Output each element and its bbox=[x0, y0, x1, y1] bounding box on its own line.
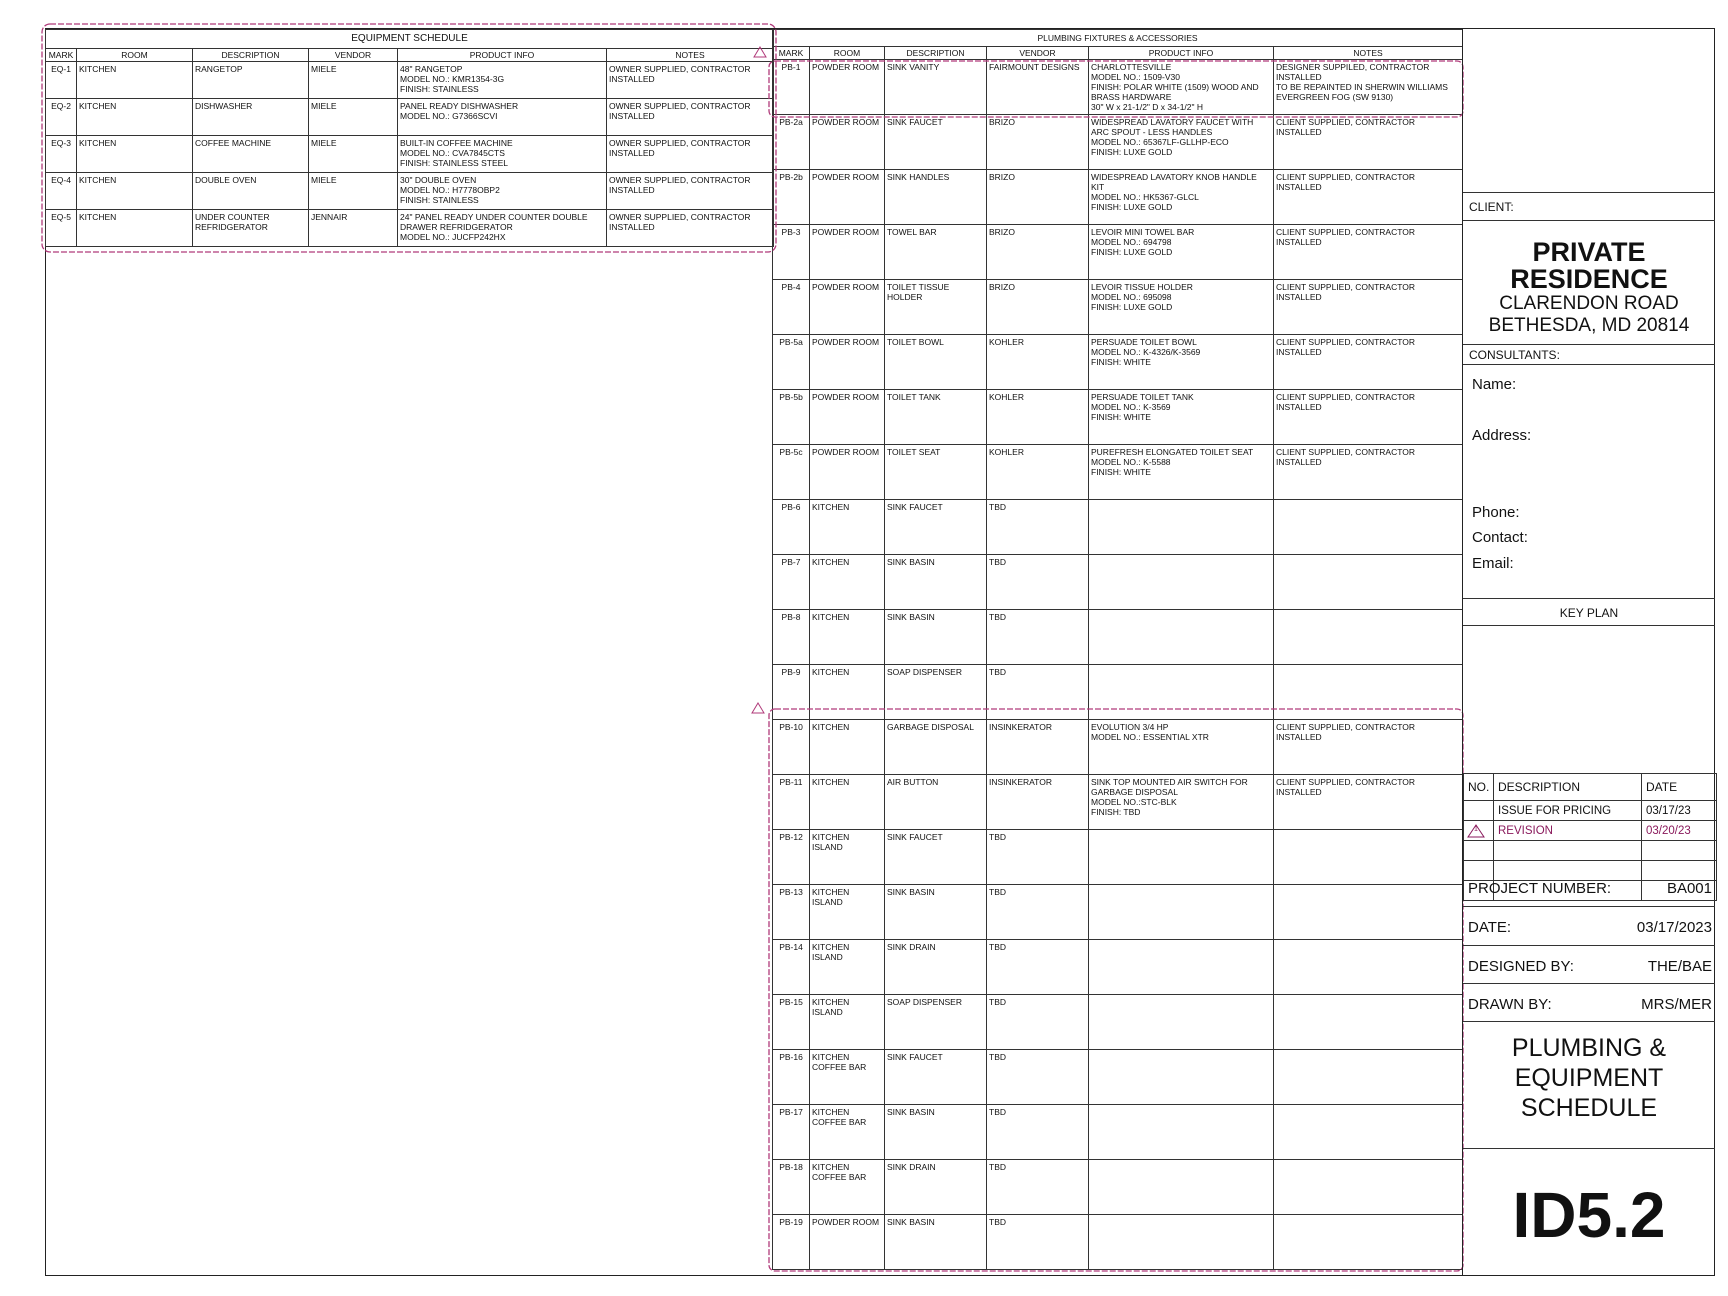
cell-notes: CLIENT SUPPLIED, CONTRACTOR INSTALLED bbox=[1274, 445, 1463, 500]
table-row bbox=[773, 1215, 1463, 1270]
cell-room: POWDER ROOM bbox=[810, 390, 885, 445]
cell-room: POWDER ROOM bbox=[810, 445, 885, 500]
revision-row bbox=[1464, 821, 1717, 841]
cell-product-info bbox=[1089, 1105, 1274, 1160]
cell-vendor: TBD bbox=[987, 1105, 1089, 1160]
cell-mark: PB-18 bbox=[773, 1160, 810, 1215]
cell-product-info bbox=[1089, 830, 1274, 885]
cell-vendor: TBD bbox=[987, 1215, 1089, 1270]
cell-mark: PB-1 bbox=[773, 60, 810, 115]
cell-description: DISHWASHER bbox=[193, 99, 309, 136]
table-row bbox=[773, 720, 1463, 775]
table-row bbox=[773, 1160, 1463, 1215]
cell-vendor: KOHLER bbox=[987, 335, 1089, 390]
rev-date: 03/20/23 bbox=[1642, 821, 1717, 841]
cell-notes: OWNER SUPPLIED, CONTRACTOR INSTALLED bbox=[607, 99, 774, 136]
table-row bbox=[46, 210, 774, 247]
cell-product-info bbox=[1089, 885, 1274, 940]
table-row bbox=[773, 170, 1463, 225]
cell-notes bbox=[1274, 830, 1463, 885]
cell-vendor: BRIZO bbox=[987, 280, 1089, 335]
cell-description: SOAP DISPENSER bbox=[885, 995, 987, 1050]
drawn-by-value: MRS/MER bbox=[1641, 996, 1712, 1013]
rev-header-description: DESCRIPTION bbox=[1494, 774, 1642, 801]
rev-date: 03/17/23 bbox=[1642, 801, 1717, 821]
client-label: CLIENT: bbox=[1469, 200, 1514, 214]
equipment-schedule-title: EQUIPMENT SCHEDULE bbox=[46, 30, 774, 49]
cell-product-info: SINK TOP MOUNTED AIR SWITCH FOR GARBAGE DISPOSAL MODEL NO.:STC-BLK FINISH: TBD bbox=[1089, 775, 1274, 830]
rev-description: REVISION bbox=[1494, 821, 1642, 841]
cell-product-info bbox=[1089, 500, 1274, 555]
col-header-product-info: PRODUCT INFO bbox=[398, 49, 607, 62]
col-header-room: ROOM bbox=[77, 49, 193, 62]
date-value: 03/17/2023 bbox=[1636, 919, 1712, 936]
cell-room: KITCHEN ISLAND bbox=[810, 830, 885, 885]
cell-product-info bbox=[1089, 610, 1274, 665]
cell-product-info: CHARLOTTESVILLE MODEL NO.: 1509-V30 FINISH: POLAR WHITE (1509) WOOD AND BRASS HARDWARE 30" W x 21-1/2" D x 34-1/2" H bbox=[1089, 60, 1274, 115]
revision-row-empty bbox=[1464, 841, 1717, 861]
cell-room: KITCHEN ISLAND bbox=[810, 995, 885, 1050]
cell-vendor: TBD bbox=[987, 830, 1089, 885]
cell-description: SINK HANDLES bbox=[885, 170, 987, 225]
col-header-notes: NOTES bbox=[1274, 47, 1463, 60]
table-row bbox=[773, 225, 1463, 280]
plumbing-schedule-title: PLUMBING FIXTURES & ACCESSORIES bbox=[773, 30, 1463, 47]
revision-row bbox=[1464, 801, 1717, 821]
project-number-value: BA001 bbox=[1666, 880, 1712, 897]
cell-vendor: KOHLER bbox=[987, 390, 1089, 445]
cell-room: KITCHEN bbox=[77, 173, 193, 210]
table-row bbox=[773, 500, 1463, 555]
table-row bbox=[773, 610, 1463, 665]
cell-description: SINK BASIN bbox=[885, 555, 987, 610]
cell-vendor: MIELE bbox=[309, 173, 398, 210]
cell-room: KITCHEN bbox=[810, 610, 885, 665]
cell-mark: PB-5a bbox=[773, 335, 810, 390]
cell-vendor: TBD bbox=[987, 995, 1089, 1050]
plumbing-rows bbox=[773, 60, 1463, 1270]
revision-row-empty bbox=[1464, 861, 1717, 881]
consultant-contact-label: Contact: bbox=[1472, 529, 1528, 546]
cell-mark: PB-11 bbox=[773, 775, 810, 830]
cell-vendor: TBD bbox=[987, 665, 1089, 720]
cell-vendor: TBD bbox=[987, 610, 1089, 665]
cell-room: POWDER ROOM bbox=[810, 1215, 885, 1270]
client-name-line-2: RESIDENCE bbox=[1510, 264, 1668, 294]
col-header-description: DESCRIPTION bbox=[885, 47, 987, 60]
cell-mark: EQ-2 bbox=[46, 99, 77, 136]
col-header-mark: MARK bbox=[773, 47, 810, 60]
plumbing-header-row bbox=[773, 47, 1463, 60]
cell-notes: CLIENT SUPPLIED, CONTRACTOR INSTALLED bbox=[1274, 720, 1463, 775]
consultant-name-label: Name: bbox=[1472, 376, 1517, 393]
cell-mark: PB-3 bbox=[773, 225, 810, 280]
cell-description: SINK DRAIN bbox=[885, 940, 987, 995]
cell-product-info bbox=[1089, 1160, 1274, 1215]
cell-mark: PB-16 bbox=[773, 1050, 810, 1105]
cell-notes: CLIENT SUPPLIED, CONTRACTOR INSTALLED bbox=[1274, 775, 1463, 830]
rev-header-date: DATE bbox=[1642, 774, 1717, 801]
cell-room: KITCHEN bbox=[77, 62, 193, 99]
cell-vendor: INSINKERATOR bbox=[987, 720, 1089, 775]
cell-room: KITCHEN COFFEE BAR bbox=[810, 1050, 885, 1105]
cell-description: TOILET BOWL bbox=[885, 335, 987, 390]
cell-mark: PB-8 bbox=[773, 610, 810, 665]
cell-vendor: TBD bbox=[987, 1050, 1089, 1105]
table-row bbox=[773, 830, 1463, 885]
table-row bbox=[46, 136, 774, 173]
cell-product-info bbox=[1089, 665, 1274, 720]
cell-product-info bbox=[1089, 940, 1274, 995]
cell-description: COFFEE MACHINE bbox=[193, 136, 309, 173]
cell-mark: PB-15 bbox=[773, 995, 810, 1050]
cell-notes bbox=[1274, 555, 1463, 610]
cell-room: POWDER ROOM bbox=[810, 60, 885, 115]
cell-description: TOWEL BAR bbox=[885, 225, 987, 280]
cell-description: TOILET TISSUE HOLDER bbox=[885, 280, 987, 335]
cell-room: KITCHEN bbox=[77, 136, 193, 173]
cell-notes bbox=[1274, 665, 1463, 720]
cell-description: TOILET SEAT bbox=[885, 445, 987, 500]
cell-notes bbox=[1274, 610, 1463, 665]
rev-description: ISSUE FOR PRICING bbox=[1494, 801, 1642, 821]
cell-mark: EQ-5 bbox=[46, 210, 77, 247]
cell-notes: DESIGNER SUPPILED, CONTRACTOR INSTALLED TO BE REPAINTED IN SHERWIN WILLIAMS EVERGREEN FOG (SW 9130) bbox=[1274, 60, 1463, 115]
cell-mark: PB-4 bbox=[773, 280, 810, 335]
cell-mark: PB-12 bbox=[773, 830, 810, 885]
table-row bbox=[773, 995, 1463, 1050]
cell-room: KITCHEN bbox=[77, 99, 193, 136]
cell-product-info: WIDESPREAD LAVATORY FAUCET WITH ARC SPOUT - LESS HANDLES MODEL NO.: 65367LF-GLLHP-ECO FINISH: LUXE GOLD bbox=[1089, 115, 1274, 170]
rev-header-no: NO. bbox=[1464, 774, 1494, 801]
cell-vendor: JENNAIR bbox=[309, 210, 398, 247]
table-row bbox=[773, 775, 1463, 830]
table-row bbox=[773, 1050, 1463, 1105]
cell-room: POWDER ROOM bbox=[810, 280, 885, 335]
table-row bbox=[46, 62, 774, 99]
table-row bbox=[773, 555, 1463, 610]
cell-product-info bbox=[1089, 995, 1274, 1050]
col-header-vendor: VENDOR bbox=[309, 49, 398, 62]
cell-vendor: KOHLER bbox=[987, 445, 1089, 500]
cell-notes: OWNER SUPPLIED, CONTRACTOR INSTALLED bbox=[607, 210, 774, 247]
equipment-schedule-table bbox=[45, 29, 774, 247]
cell-product-info: LEVOIR TISSUE HOLDER MODEL NO.: 695098 FINISH: LUXE GOLD bbox=[1089, 280, 1274, 335]
cell-product-info: 30" DOUBLE OVEN MODEL NO.: H7778OBP2 FINISH: STAINLESS bbox=[398, 173, 607, 210]
cell-mark: PB-7 bbox=[773, 555, 810, 610]
cell-room: KITCHEN bbox=[810, 500, 885, 555]
cell-notes bbox=[1274, 995, 1463, 1050]
cell-notes: CLIENT SUPPLIED, CONTRACTOR INSTALLED bbox=[1274, 335, 1463, 390]
cell-product-info: WIDESPREAD LAVATORY KNOB HANDLE KIT MODEL NO.: HK5367-GLCL FINISH: LUXE GOLD bbox=[1089, 170, 1274, 225]
cell-vendor: MIELE bbox=[309, 136, 398, 173]
cell-room: KITCHEN bbox=[77, 210, 193, 247]
cell-mark: PB-17 bbox=[773, 1105, 810, 1160]
cell-room: KITCHEN bbox=[810, 720, 885, 775]
cell-vendor: TBD bbox=[987, 1160, 1089, 1215]
designed-by-value: THE/BAE bbox=[1647, 958, 1712, 975]
cell-mark: PB-14 bbox=[773, 940, 810, 995]
cell-room: KITCHEN COFFEE BAR bbox=[810, 1105, 885, 1160]
cell-notes: OWNER SUPPLIED, CONTRACTOR INSTALLED bbox=[607, 62, 774, 99]
cell-description: RANGETOP bbox=[193, 62, 309, 99]
cell-notes bbox=[1274, 1105, 1463, 1160]
table-row bbox=[773, 280, 1463, 335]
cell-notes: CLIENT SUPPLIED, CONTRACTOR INSTALLED bbox=[1274, 170, 1463, 225]
sheet-title-line-3: SCHEDULE bbox=[1520, 1094, 1658, 1122]
table-row bbox=[773, 940, 1463, 995]
cell-mark: PB-2a bbox=[773, 115, 810, 170]
cell-room: POWDER ROOM bbox=[810, 115, 885, 170]
cell-room: POWDER ROOM bbox=[810, 170, 885, 225]
table-row bbox=[46, 173, 774, 210]
cell-notes: CLIENT SUPPLIED, CONTRACTOR INSTALLED bbox=[1274, 390, 1463, 445]
table-row bbox=[773, 445, 1463, 500]
cell-description: SINK VANITY bbox=[885, 60, 987, 115]
cell-mark: PB-5c bbox=[773, 445, 810, 500]
col-header-mark: MARK bbox=[46, 49, 77, 62]
cell-notes: CLIENT SUPPLIED, CONTRACTOR INSTALLED bbox=[1274, 225, 1463, 280]
cell-description: SINK BASIN bbox=[885, 1105, 987, 1160]
cell-product-info bbox=[1089, 1050, 1274, 1105]
cell-room: KITCHEN bbox=[810, 555, 885, 610]
cell-description: SINK DRAIN bbox=[885, 1160, 987, 1215]
table-row bbox=[773, 335, 1463, 390]
cell-notes: CLIENT SUPPLIED, CONTRACTOR INSTALLED bbox=[1274, 280, 1463, 335]
cell-vendor: TBD bbox=[987, 500, 1089, 555]
cell-vendor: MIELE bbox=[309, 62, 398, 99]
consultant-phone-label: Phone: bbox=[1472, 504, 1520, 521]
table-row bbox=[773, 60, 1463, 115]
cell-room: POWDER ROOM bbox=[810, 335, 885, 390]
cell-product-info: PANEL READY DISHWASHER MODEL NO.: G7366SCVI bbox=[398, 99, 607, 136]
consultant-email-label: Email: bbox=[1472, 555, 1514, 572]
cell-vendor: TBD bbox=[987, 555, 1089, 610]
table-row bbox=[773, 1105, 1463, 1160]
col-header-vendor: VENDOR bbox=[987, 47, 1089, 60]
cell-mark: PB-6 bbox=[773, 500, 810, 555]
col-header-room: ROOM bbox=[810, 47, 885, 60]
col-header-product-info: PRODUCT INFO bbox=[1089, 47, 1274, 60]
cell-description: SINK FAUCET bbox=[885, 830, 987, 885]
col-header-description: DESCRIPTION bbox=[193, 49, 309, 62]
cell-notes bbox=[1274, 1050, 1463, 1105]
cell-product-info: 24" PANEL READY UNDER COUNTER DOUBLE DRAWER REFRIDGERATOR MODEL NO.: JUCFP242HX bbox=[398, 210, 607, 247]
table-row bbox=[773, 885, 1463, 940]
cell-product-info: PUREFRESH ELONGATED TOILET SEAT MODEL NO.: K-5588 FINISH: WHITE bbox=[1089, 445, 1274, 500]
consultant-address-label: Address: bbox=[1472, 427, 1532, 444]
plumbing-schedule-table bbox=[772, 29, 1463, 1270]
cell-product-info: 48" RANGETOP MODEL NO.: KMR1354-3G FINISH: STAINLESS bbox=[398, 62, 607, 99]
sheet-title-line-1: PLUMBING & bbox=[1511, 1034, 1667, 1062]
revision-header-row bbox=[1464, 774, 1717, 801]
cell-vendor: BRIZO bbox=[987, 225, 1089, 280]
cell-notes bbox=[1274, 1215, 1463, 1270]
cell-vendor: BRIZO bbox=[987, 170, 1089, 225]
cell-description: SINK BASIN bbox=[885, 885, 987, 940]
cell-product-info: LEVOIR MINI TOWEL BAR MODEL NO.: 694798 FINISH: LUXE GOLD bbox=[1089, 225, 1274, 280]
cell-description: SINK FAUCET bbox=[885, 115, 987, 170]
cell-vendor: TBD bbox=[987, 940, 1089, 995]
cell-mark: EQ-1 bbox=[46, 62, 77, 99]
cell-mark: EQ-4 bbox=[46, 173, 77, 210]
key-plan-label: KEY PLAN bbox=[1559, 606, 1619, 620]
cell-description: TOILET TANK bbox=[885, 390, 987, 445]
cell-vendor: MIELE bbox=[309, 99, 398, 136]
cell-description: SOAP DISPENSER bbox=[885, 665, 987, 720]
equipment-rows bbox=[46, 62, 774, 247]
cell-mark: PB-9 bbox=[773, 665, 810, 720]
cell-description: DOUBLE OVEN bbox=[193, 173, 309, 210]
sheet-title-line-2: EQUIPMENT bbox=[1514, 1064, 1664, 1092]
table-row bbox=[773, 665, 1463, 720]
cell-description: GARBAGE DISPOSAL bbox=[885, 720, 987, 775]
cell-room: KITCHEN COFFEE BAR bbox=[810, 1160, 885, 1215]
cell-mark: PB-5b bbox=[773, 390, 810, 445]
consultants-label: CONSULTANTS: bbox=[1469, 348, 1560, 362]
cell-notes bbox=[1274, 1160, 1463, 1215]
cell-vendor: FAIRMOUNT DESIGNS bbox=[987, 60, 1089, 115]
cell-mark: EQ-3 bbox=[46, 136, 77, 173]
cell-product-info: BUILT-IN COFFEE MACHINE MODEL NO.: CVA7845CTS FINISH: STAINLESS STEEL bbox=[398, 136, 607, 173]
cell-vendor: INSINKERATOR bbox=[987, 775, 1089, 830]
cell-notes bbox=[1274, 940, 1463, 995]
client-address-line-2: BETHESDA, MD 20814 bbox=[1488, 315, 1690, 336]
cell-notes: CLIENT SUPPLIED, CONTRACTOR INSTALLED bbox=[1274, 115, 1463, 170]
cell-room: KITCHEN ISLAND bbox=[810, 885, 885, 940]
cell-notes bbox=[1274, 500, 1463, 555]
table-row bbox=[773, 390, 1463, 445]
cell-vendor: TBD bbox=[987, 885, 1089, 940]
cell-notes: OWNER SUPPLIED, CONTRACTOR INSTALLED bbox=[607, 173, 774, 210]
cell-room: POWDER ROOM bbox=[810, 225, 885, 280]
cell-mark: PB-19 bbox=[773, 1215, 810, 1270]
cell-room: KITCHEN ISLAND bbox=[810, 940, 885, 995]
cell-vendor: BRIZO bbox=[987, 115, 1089, 170]
cell-description: AIR BUTTON bbox=[885, 775, 987, 830]
rev-no: 1 bbox=[1464, 821, 1494, 841]
cell-product-info: PERSUADE TOILET BOWL MODEL NO.: K-4326/K-3569 FINISH: WHITE bbox=[1089, 335, 1274, 390]
cell-room: KITCHEN bbox=[810, 775, 885, 830]
rev-no bbox=[1464, 801, 1494, 821]
table-row bbox=[46, 99, 774, 136]
cell-room: KITCHEN bbox=[810, 665, 885, 720]
col-header-notes: NOTES bbox=[607, 49, 774, 62]
cell-description: SINK FAUCET bbox=[885, 500, 987, 555]
cell-product-info bbox=[1089, 1215, 1274, 1270]
cell-description: UNDER COUNTER REFRIDGERATOR bbox=[193, 210, 309, 247]
table-row bbox=[773, 115, 1463, 170]
cell-product-info: EVOLUTION 3/4 HP MODEL NO.: ESSENTIAL XTR bbox=[1089, 720, 1274, 775]
sheet-number: ID5.2 bbox=[1512, 1179, 1666, 1251]
cell-mark: PB-13 bbox=[773, 885, 810, 940]
cell-product-info: PERSUADE TOILET TANK MODEL NO.: K-3569 FINISH: WHITE bbox=[1089, 390, 1274, 445]
cell-notes bbox=[1274, 885, 1463, 940]
equipment-header-row bbox=[46, 49, 774, 62]
cell-description: SINK BASIN bbox=[885, 610, 987, 665]
cell-description: SINK FAUCET bbox=[885, 1050, 987, 1105]
cell-product-info bbox=[1089, 555, 1274, 610]
cell-notes: OWNER SUPPLIED, CONTRACTOR INSTALLED bbox=[607, 136, 774, 173]
cell-mark: PB-2b bbox=[773, 170, 810, 225]
cell-description: SINK BASIN bbox=[885, 1215, 987, 1270]
title-block: CLIENT: PRIVATE RESIDENCE CLARENDON ROAD BETHESDA, MD 20814 CONSULTANTS: Name: Address: Phone: Contact: Email: KEY PLAN NO. DESCRIPTION DATE ISSUE FOR PRICING 03/17/23 1 REVISION 03/20/23 PROJECT NUMBER: BA001 DATE: 03/17/2023 DESIGNED BY: THE/BAE DRAWN BY: MRS/MER PLUMBING & EQUIPMENT SCHEDULE ID5.2 bbox=[1462, 28, 1715, 1276]
cell-mark: PB-10 bbox=[773, 720, 810, 775]
client-address-line-1: CLARENDON ROAD bbox=[1499, 293, 1679, 314]
client-name-line-1: PRIVATE bbox=[1532, 237, 1646, 267]
